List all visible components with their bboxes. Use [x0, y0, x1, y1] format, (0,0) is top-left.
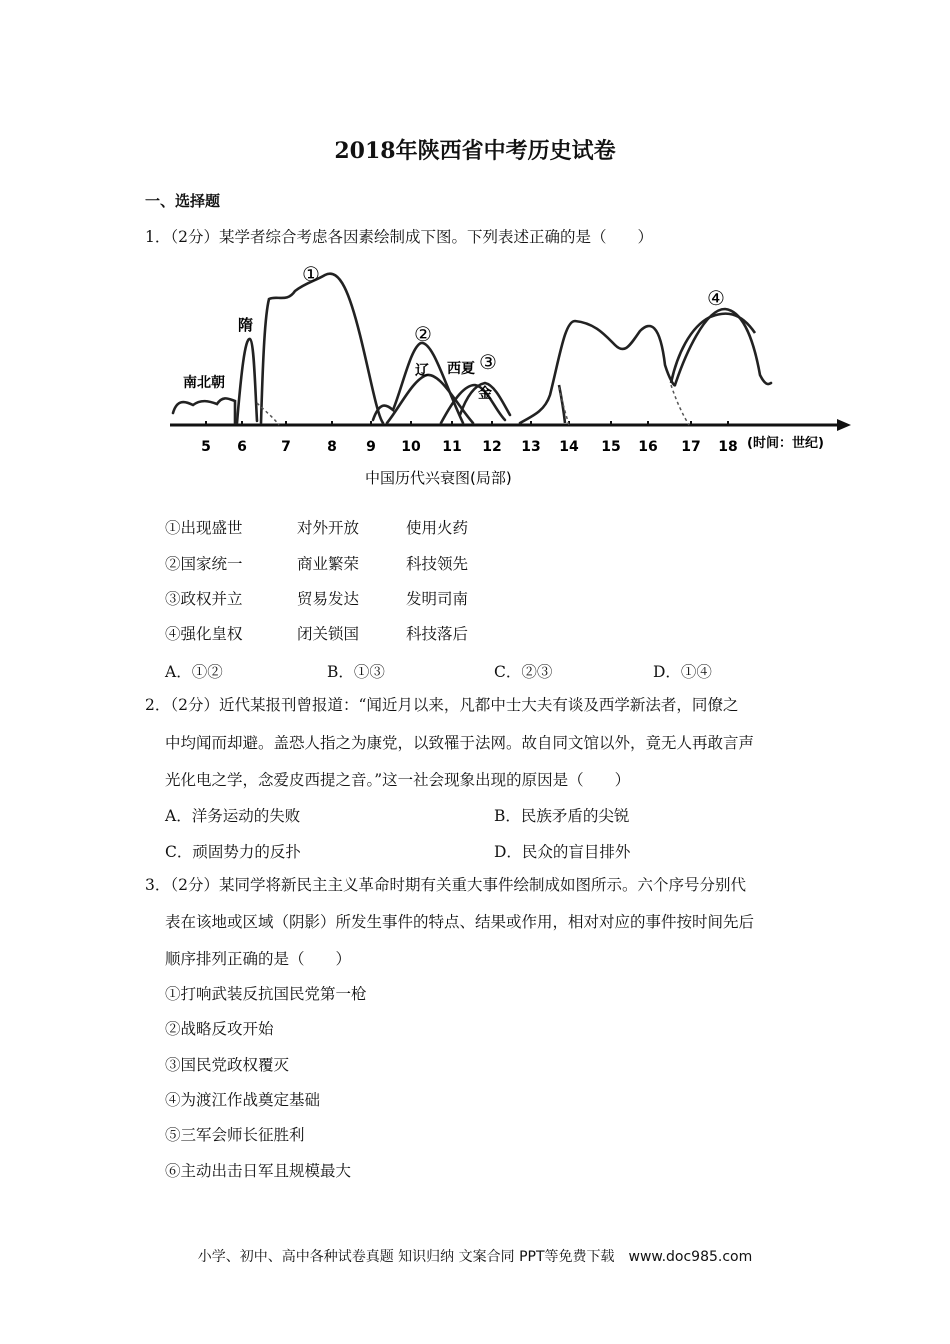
label-liao: 辽: [415, 363, 429, 379]
curve-song: [373, 343, 463, 423]
marker-3: ③: [479, 350, 497, 374]
q2-stem-line-2: 中均闻而却避。盖恐人指之为康党，以致罹于法网。故自同文馆以外，竟无人再敢言声: [165, 734, 755, 752]
axis-tick-label: 17: [681, 439, 701, 455]
q3-item-4: ④为渡江作战奠定基础: [165, 1091, 321, 1109]
q3-stem-line-1: 3．（2分）某同学将新民主主义革命时期有关重大事件绘制成如图所示。六个序号分别代: [145, 876, 746, 894]
curve-qing: [671, 314, 755, 383]
q3-item-2: ②战略反攻开始: [165, 1020, 274, 1038]
dynasty-rise-fall-chart: [165, 255, 865, 490]
axis-tick-label: 13: [521, 439, 541, 455]
axis-tick-label: 8: [327, 439, 337, 455]
label-sui: 隋: [238, 316, 254, 334]
section-heading: 一、选择题: [145, 192, 221, 210]
q2-option-a[interactable]: A．洋务运动的失败: [165, 807, 301, 825]
q1-option-d[interactable]: D．①④: [653, 663, 712, 681]
label-xixia: 西夏: [447, 361, 475, 377]
curve-nanbeichao: [173, 398, 235, 423]
label-nanbeichao: 南北朝: [183, 375, 225, 391]
dash-ming-decline: [671, 385, 689, 425]
axis-tick-label: 18: [718, 439, 738, 455]
q1-row-4: ④强化皇权 闭关锁国 科技落后: [165, 625, 469, 643]
q2-stem-line-3: 光化电之学，念爱皮西提之音。”这一社会现象出现的原因是（ ）: [165, 771, 631, 789]
q2-stem-line-1: 2．（2分）近代某报刊曾报道：“闻近月以来，凡都中士大夫有谈及西学新法者，同僚之: [145, 696, 739, 714]
axis-tick-label: 15: [601, 439, 621, 455]
page-title: 2018年陕西省中考历史试卷: [334, 138, 616, 164]
marker-4: ④: [707, 286, 725, 310]
q2-option-d[interactable]: D．民众的盲目排外: [494, 843, 631, 861]
axis-tick-label: 10: [401, 439, 421, 455]
q3-item-1: ①打响武装反抗国民党第一枪: [165, 985, 367, 1003]
q3-item-5: ⑤三军会师长征胜利: [165, 1126, 305, 1144]
axis-label: (时间：世纪): [747, 436, 824, 451]
q1-stem: 1．（2分）某学者综合考虑各因素绘制成下图。下列表述正确的是（ ）: [145, 228, 653, 246]
axis-arrow: [837, 419, 851, 431]
q1-option-a[interactable]: A．①②: [165, 663, 223, 681]
axis-tick-label: 7: [281, 439, 291, 455]
q3-item-3: ③国民党政权覆灭: [165, 1056, 290, 1074]
axis-tick-label: 6: [237, 439, 247, 455]
chart-caption: 中国历代兴衰图(局部): [365, 469, 512, 487]
axis-tick-label: 11: [442, 439, 462, 455]
q3-item-6: ⑥主动出击日军且规模最大: [165, 1162, 352, 1180]
curve-sui: [237, 339, 257, 423]
curve-tang: [261, 274, 383, 423]
axis-tick-label: 14: [559, 439, 579, 455]
q2-option-b[interactable]: B．民族矛盾的尖锐: [494, 807, 630, 825]
axis-tick-label: 9: [366, 439, 376, 455]
q1-row-3: ③政权并立 贸易发达 发明司南: [165, 590, 469, 608]
q3-stem-line-2: 表在该地或区域（阴影）所发生事件的特点、结果或作用，相对对应的事件按时间先后: [165, 913, 755, 931]
q1-option-c[interactable]: C．②③: [494, 663, 553, 681]
q3-stem-line-3: 顺序排列正确的是（ ）: [165, 950, 352, 968]
axis-tick-label: 12: [482, 439, 502, 455]
curve-yuan-ming: [520, 309, 771, 423]
label-jin: 金: [478, 386, 492, 402]
marker-2: ②: [414, 322, 432, 346]
axis-tick-label: 16: [638, 439, 658, 455]
q1-row-1: ①出现盛世 对外开放 使用火药: [165, 519, 469, 537]
footer-text: 小学、初中、高中各种试卷真题 知识归纳 文案合同 PPT等免费下载 www.doc985.com: [197, 1249, 753, 1265]
q1-row-2: ②国家统一 商业繁荣 科技领先: [165, 555, 469, 573]
axis-tick-label: 5: [201, 439, 211, 455]
q2-option-c[interactable]: C．顽固势力的反扑: [165, 843, 301, 861]
q1-option-b[interactable]: B．①③: [327, 663, 385, 681]
marker-1: ①: [302, 262, 320, 286]
axis-tick-labels: [201, 439, 738, 455]
